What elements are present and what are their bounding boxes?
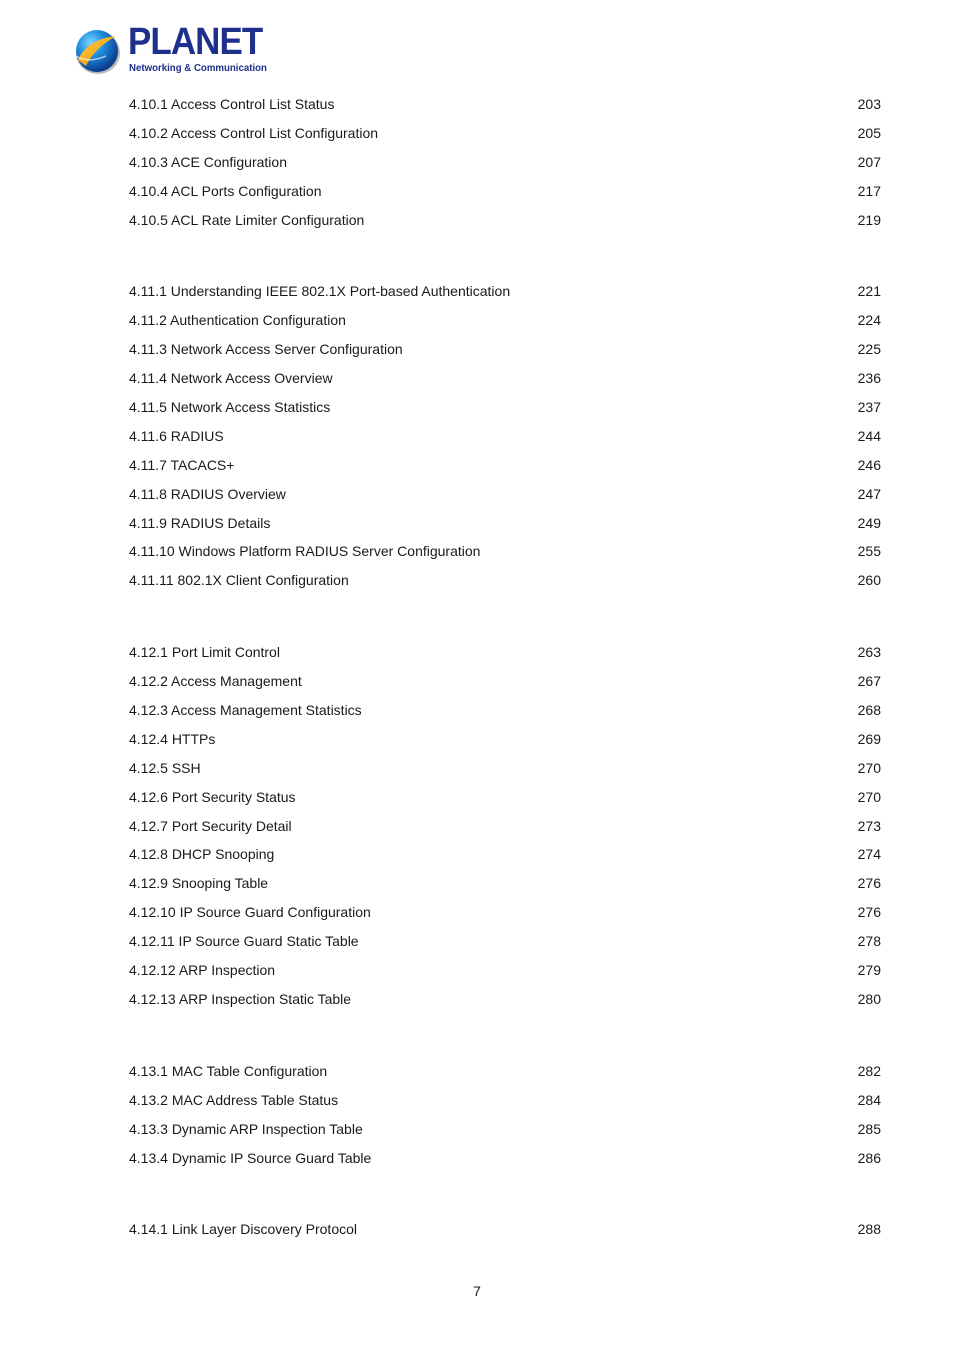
toc-entry-title: 4.12.2 Access Management	[129, 673, 302, 690]
brand-tagline: Networking & Communication	[129, 62, 267, 74]
toc-entry-page: 247	[857, 485, 881, 502]
toc-entry-page: 269	[857, 730, 881, 747]
toc-entry[interactable]	[129, 985, 881, 1014]
toc-dot-leader	[372, 916, 857, 917]
toc-entry[interactable]	[129, 725, 881, 754]
toc-dot-leader	[225, 440, 857, 441]
toc-dot-leader	[352, 1003, 857, 1004]
table-of-contents	[129, 90, 881, 1287]
toc-entry[interactable]	[129, 451, 881, 480]
toc-entry[interactable]	[129, 956, 881, 985]
toc-dot-leader	[287, 498, 857, 499]
toc-entry-page: 270	[857, 788, 881, 805]
toc-entry-title: 4.10.2 Access Control List Configuration	[129, 124, 379, 141]
toc-entry-page: 268	[857, 702, 881, 719]
toc-group	[129, 277, 881, 595]
toc-entry-page: 236	[857, 370, 881, 387]
toc-entry[interactable]	[129, 696, 881, 725]
toc-entry[interactable]	[129, 393, 881, 422]
toc-entry-page: 207	[857, 153, 881, 170]
toc-dot-leader	[202, 772, 857, 773]
toc-entry-title: 4.12.7 Port Security Detail	[129, 817, 292, 834]
toc-entry[interactable]	[129, 898, 881, 927]
toc-group	[129, 90, 881, 234]
toc-entry[interactable]	[129, 537, 881, 566]
toc-entry-page: 285	[857, 1120, 881, 1137]
toc-entry-page: 244	[857, 427, 881, 444]
toc-entry-page: 276	[857, 904, 881, 921]
toc-dot-leader	[288, 166, 857, 167]
toc-dot-leader	[372, 1162, 856, 1163]
toc-dot-leader	[303, 685, 857, 686]
toc-entry-title: 4.12.10 IP Source Guard Configuration	[129, 904, 371, 921]
toc-entry-page: 260	[857, 572, 881, 589]
toc-entry[interactable]	[129, 480, 881, 509]
toc-entry[interactable]	[129, 1086, 881, 1115]
planet-logo	[72, 21, 272, 78]
toc-entry-title: 4.12.12 ARP Inspection	[129, 962, 276, 979]
toc-entry-title: 4.11.10 Windows Platform RADIUS Server Configuration	[129, 543, 481, 560]
toc-group	[129, 1215, 881, 1244]
toc-entry-title: 4.12.11 IP Source Guard Static Table	[129, 933, 359, 950]
toc-dot-leader	[323, 195, 857, 196]
toc-entry-page: 246	[857, 456, 881, 473]
toc-entry[interactable]	[129, 509, 881, 538]
toc-entry-title: 4.11.1 Understanding IEEE 802.1X Port-based Authentication	[129, 283, 511, 300]
toc-entry[interactable]	[129, 277, 881, 306]
toc-dot-leader	[347, 324, 857, 325]
toc-dot-leader	[334, 382, 857, 383]
toc-dot-leader	[276, 974, 857, 975]
toc-entry-title: 4.11.5 Network Access Statistics	[129, 399, 331, 416]
toc-entry-page: 219	[857, 211, 881, 228]
toc-entry-page: 237	[857, 399, 881, 416]
toc-entry-page: 225	[857, 341, 881, 358]
toc-dot-leader	[360, 945, 857, 946]
toc-dot-leader	[328, 1075, 856, 1076]
toc-entry[interactable]	[129, 638, 881, 667]
toc-entry-page: 224	[857, 312, 881, 329]
toc-entry-title: 4.13.3 Dynamic ARP Inspection Table	[129, 1120, 363, 1137]
toc-entry[interactable]	[129, 667, 881, 696]
toc-entry-page: 278	[857, 933, 881, 950]
toc-group	[129, 1057, 881, 1173]
toc-dot-leader	[269, 887, 857, 888]
toc-dot-leader	[364, 1133, 857, 1134]
toc-entry-page: 249	[857, 514, 881, 531]
toc-entry[interactable]	[129, 783, 881, 812]
toc-entry[interactable]	[129, 812, 881, 841]
toc-entry-title: 4.12.4 HTTPs	[129, 730, 216, 747]
toc-entry[interactable]	[129, 119, 881, 148]
toc-dot-leader	[271, 527, 856, 528]
toc-entry-title: 4.12.8 DHCP Snooping	[129, 846, 275, 863]
toc-entry-title: 4.11.6 RADIUS	[129, 427, 224, 444]
toc-entry-page: 221	[857, 283, 881, 300]
toc-dot-leader	[481, 555, 856, 556]
toc-entry-page: 217	[857, 182, 881, 199]
toc-dot-leader	[335, 108, 856, 109]
toc-entry[interactable]	[129, 1144, 881, 1173]
toc-entry-page: 270	[857, 759, 881, 776]
toc-entry-page: 274	[857, 846, 881, 863]
toc-entry-title: 4.14.1 Link Layer Discovery Protocol	[129, 1221, 357, 1238]
toc-entry-page: 255	[857, 543, 881, 560]
toc-entry[interactable]	[129, 306, 881, 335]
toc-dot-leader	[404, 353, 857, 354]
toc-entry-title: 4.13.4 Dynamic IP Source Guard Table	[129, 1149, 372, 1166]
toc-entry[interactable]	[129, 927, 881, 956]
toc-entry[interactable]	[129, 869, 881, 898]
toc-entry-title: 4.11.4 Network Access Overview	[129, 370, 333, 387]
toc-entry-title: 4.10.4 ACL Ports Configuration	[129, 182, 322, 199]
toc-entry-title: 4.10.5 ACL Rate Limiter Configuration	[129, 211, 365, 228]
toc-entry-page: 205	[857, 124, 881, 141]
toc-entry-page: 273	[857, 817, 881, 834]
toc-entry-title: 4.11.7 TACACS+	[129, 456, 235, 473]
page-number: 7	[473, 1283, 481, 1299]
brand-name: PLANET	[128, 21, 263, 63]
toc-entry-title: 4.11.2 Authentication Configuration	[129, 312, 346, 329]
toc-dot-leader	[363, 714, 857, 715]
toc-entry-title: 4.10.3 ACE Configuration	[129, 153, 287, 170]
toc-entry-title: 4.12.1 Port Limit Control	[129, 644, 280, 661]
toc-entry[interactable]	[129, 335, 881, 364]
toc-entry-page: 279	[857, 962, 881, 979]
toc-dot-leader	[511, 295, 857, 296]
toc-dot-leader	[275, 858, 856, 859]
toc-entry-page: 267	[857, 673, 881, 690]
toc-entry-title: 4.12.5 SSH	[129, 759, 201, 776]
toc-entry[interactable]	[129, 90, 881, 119]
toc-entry-title: 4.11.3 Network Access Server Configuration	[129, 341, 403, 358]
toc-entry-page: 282	[857, 1062, 881, 1079]
toc-entry-title: 4.11.9 RADIUS Details	[129, 514, 271, 531]
toc-entry[interactable]	[129, 422, 881, 451]
toc-entry-title: 4.10.1 Access Control List Status	[129, 96, 335, 112]
toc-dot-leader	[358, 1233, 857, 1234]
toc-entry-title: 4.12.3 Access Management Statistics	[129, 702, 362, 719]
toc-entry[interactable]	[129, 840, 881, 869]
toc-dot-leader	[350, 584, 857, 585]
toc-entry[interactable]	[129, 1115, 881, 1144]
toc-entry[interactable]	[129, 754, 881, 783]
toc-entry-title: 4.12.6 Port Security Status	[129, 788, 296, 805]
toc-entry-page: 284	[857, 1091, 881, 1108]
toc-entry-title: 4.12.9 Snooping Table	[129, 875, 269, 892]
toc-entry-title: 4.13.2 MAC Address Table Status	[129, 1091, 339, 1108]
toc-dot-leader	[365, 224, 856, 225]
toc-entry[interactable]	[129, 177, 881, 206]
toc-entry[interactable]	[129, 566, 881, 595]
toc-dot-leader	[339, 1104, 857, 1105]
toc-entry-title: 4.12.13 ARP Inspection Static Table	[129, 990, 352, 1007]
toc-dot-leader	[235, 469, 856, 470]
toc-entry-title: 4.13.1 MAC Table Configuration	[129, 1062, 328, 1079]
toc-dot-leader	[331, 411, 856, 412]
toc-entry-title: 4.11.11 802.1X Client Configuration	[129, 572, 349, 589]
toc-entry[interactable]	[129, 206, 881, 235]
toc-dot-leader	[379, 137, 857, 138]
toc-entry[interactable]	[129, 148, 881, 177]
toc-entry-page: 263	[857, 644, 881, 661]
toc-dot-leader	[281, 656, 857, 657]
toc-entry-page: 286	[857, 1149, 881, 1166]
toc-entry-title: 4.11.8 RADIUS Overview	[129, 485, 286, 502]
toc-entry[interactable]	[129, 364, 881, 393]
toc-dot-leader	[293, 830, 857, 831]
toc-entry-page: 280	[857, 990, 881, 1007]
globe-logo-icon	[72, 26, 122, 76]
toc-dot-leader	[216, 743, 856, 744]
toc-group	[129, 638, 881, 1014]
toc-entry[interactable]	[129, 1215, 881, 1244]
toc-entry-page: 288	[857, 1221, 881, 1238]
toc-entry-page: 203	[857, 96, 881, 112]
toc-entry[interactable]	[129, 1057, 881, 1086]
toc-dot-leader	[297, 801, 857, 802]
toc-entry-page: 276	[857, 875, 881, 892]
